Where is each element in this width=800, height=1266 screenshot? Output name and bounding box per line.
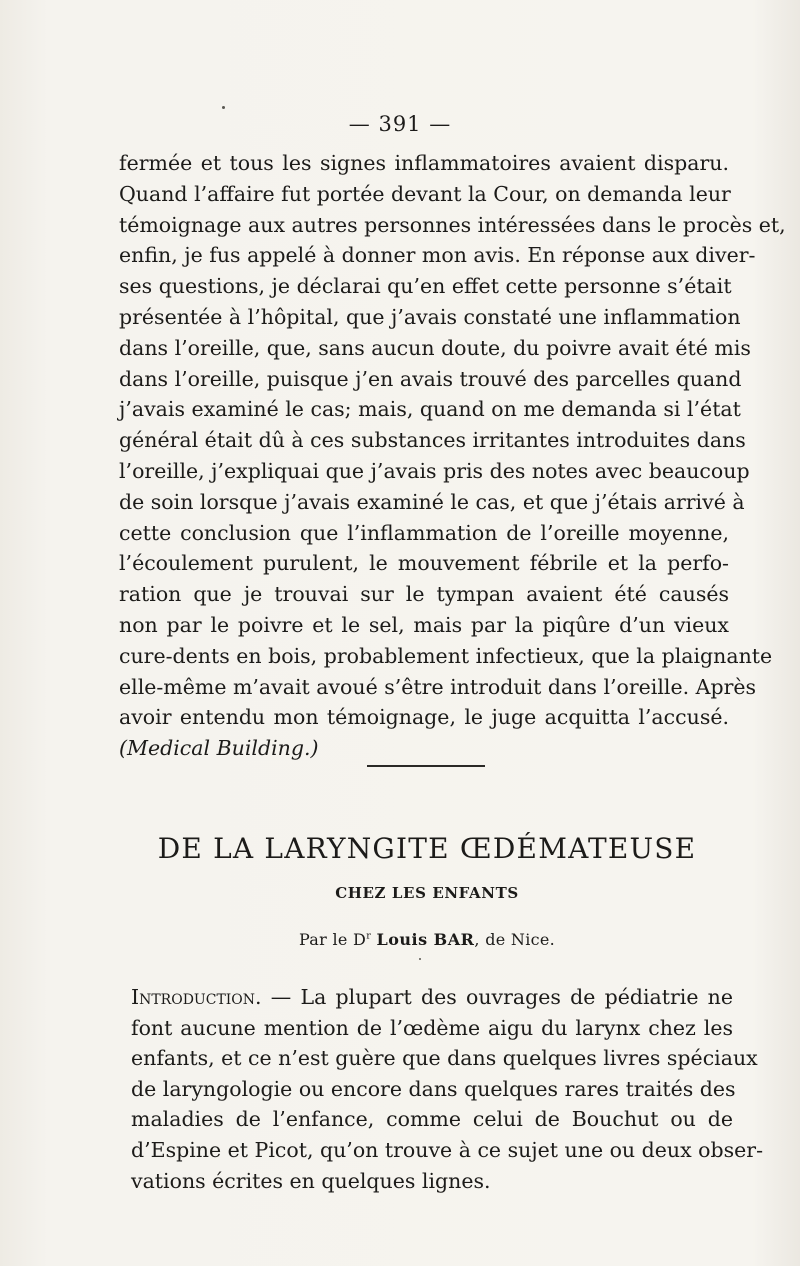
text-line: cette conclusion que l’inflammation de l’oreille moyenne, (119, 520, 729, 545)
text-line: avoir entendu mon témoignage, le juge acquitta l’accusé. (119, 705, 729, 730)
text-line: témoignage aux autres personnes intéressées dans le procès et, (119, 212, 786, 237)
text-line: dans l’oreille, que, sans aucun doute, du poivre avait été mis (119, 335, 751, 360)
text-line: maladies de l’enfance, comme celui de Bouchut ou de (131, 1107, 733, 1132)
intro-first-line: — La plupart des ouvrages de pédiatrie ne (261, 985, 733, 1009)
text-line: fermée et tous les signes inflammatoires avaient disparu. (119, 151, 729, 175)
text-line: Quand l’affaire fut portée devant la Cour, on demanda leur (119, 181, 731, 206)
article-title: DE LA LARYNGITE ŒDÉMATEUSE (157, 832, 697, 865)
text-line (131, 982, 733, 1013)
introduction-paragraph (131, 982, 764, 1196)
source-citation: (Medical Building.) (119, 736, 319, 761)
text-line: de laryngologie ou encore dans quelques rares traités des (131, 1076, 736, 1101)
byline (0, 930, 800, 949)
text-line: font aucune mention de l’œdème aigu du larynx chez les (131, 1015, 733, 1040)
text-line: vations écrites en quelques lignes. (131, 1168, 491, 1193)
article-subtitle: CHEZ LES ENFANTS (335, 884, 519, 902)
byline-suffix: , de Nice. (474, 930, 556, 949)
text-line: elle-même m’avait avoué s’être introduit dans l’oreille. Après (119, 674, 757, 699)
author-name: Louis BAR (376, 930, 475, 949)
page-number: — 391 — (348, 112, 452, 136)
text-line: présentée à l’hôpital, que j’avais constaté une inflammation (119, 304, 741, 329)
text-line: d’Espine et Picot, qu’on trouve à ce sujet une ou deux obser- (131, 1137, 764, 1162)
continuation-text (119, 148, 786, 764)
text-line: dans l’oreille, puisque j’en avais trouvé des parcelles quand (119, 366, 742, 391)
section-divider (367, 765, 485, 767)
byline-superscript: r (366, 930, 372, 942)
text-line: l’écoulement purulent, le mouvement fébrile et la perfo- (119, 551, 729, 576)
text-line: j’avais examiné le cas; mais, quand on me demanda si l’état (119, 397, 741, 422)
text-line: l’oreille, j’expliquai que j’avais pris des notes avec beaucoup (119, 458, 750, 483)
byline-prefix: Par le D (298, 930, 367, 949)
text-line: enfin, je fus appelé à donner mon avis. En réponse aux diver- (119, 243, 756, 268)
text-line: ses questions, je déclarai qu’en effet cette personne s’était (119, 274, 732, 299)
text-line: enfants, et ce n’est guère que dans quelques livres spéciaux (131, 1046, 758, 1071)
text-line: général était dû à ces substances irritantes introduites dans (119, 428, 746, 453)
paper-speck (419, 958, 421, 960)
text-line: ration que je trouvai sur le tympan avaient été causés (119, 582, 729, 607)
text-line: non par le poivre et le sel, mais par la piqûre d’un vieux (119, 612, 729, 637)
text-line: de soin lorsque j’avais examiné le cas, et que j’étais arrivé à (119, 489, 745, 514)
text-line: cure-dents en bois, probablement infectieux, que la plaignante (119, 643, 773, 668)
paper-speck (222, 106, 225, 109)
intro-label: Introduction. (131, 985, 262, 1009)
